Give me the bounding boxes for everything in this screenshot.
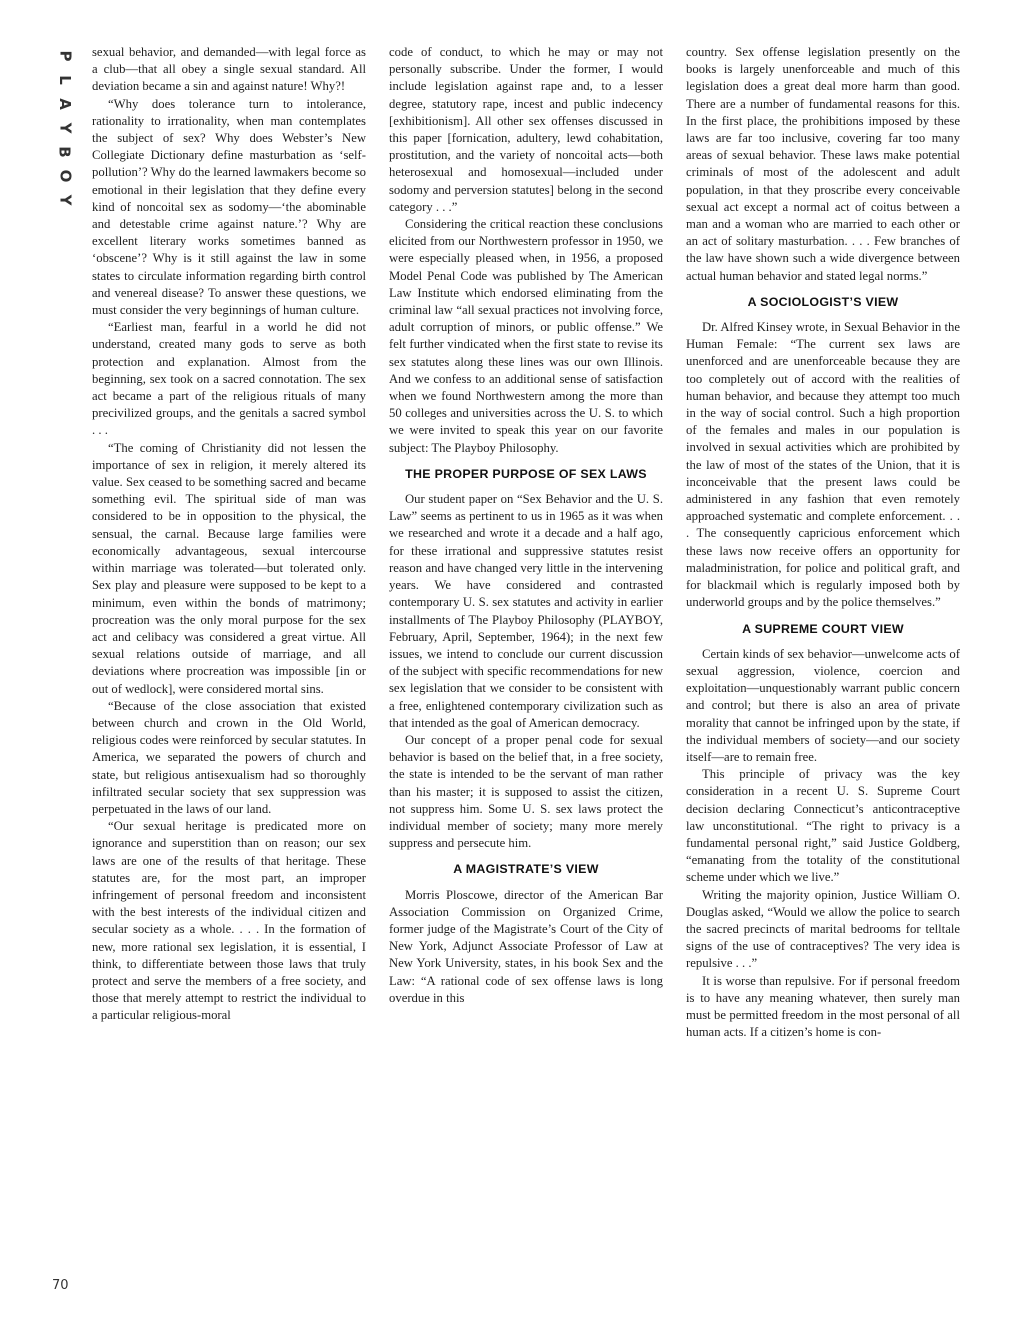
paragraph: sexual behavior, and demanded—with legal force as a club—that all obey a single sexual standard. All deviation became a sin and against nature! Why?!	[92, 45, 366, 94]
paragraph: Writing the majority opinion, Justice William O. Douglas asked, “Would we allow the police to search the sacred precincts of marital bedrooms for telltale signs of the use of contraceptives? The very idea is repulsive . . .”	[686, 887, 960, 971]
paragraph: Certain kinds of sex behavior—unwelcome acts of sexual aggression, violence, coercion and exploitation—unquestionably warrant public concern and control; but there is also an area of private morality that cannot be infringed upon by the state, if the individual members of society—and our society itself—are to remain free.	[686, 646, 960, 764]
running-head-letter: Y	[56, 194, 74, 206]
paragraph: “Because of the close association that existed between church and crown in the Old World, religious codes were reinforced by secular statutes. In America, we separated the powers of church and state, but religious antisexualism had so thoroughly infiltrated secular society that sex suppression was perpetuated in the laws of our land.	[92, 698, 366, 816]
running-head	[52, 44, 78, 212]
paragraph: This principle of privacy was the key consideration in a recent U. S. Supreme Court decision declaring Connecticut’s anticontraceptive law unconstitutional. “The right to privacy is a fundamental personal right,” said Justice Goldberg, “emanating from the totality of the constitutional scheme under which we live.”	[686, 767, 960, 885]
paragraph: Considering the critical reaction these conclusions elicited from our Northwestern professor in 1950, we were especially pleased when, in 1956, a proposed Model Penal Code was published by The American Law Institute which endorsed eliminating from the criminal law “all sexual practices not involving force, adult corruption of minors, or public offense.” We felt further vindicated when the first state to revise its sex statutes along these lines was our own Illinois. And we confess to an additional sense of satisfaction when we found Northwestern among the more than 50 colleges and universities across the U. S. to which we were invited to speak this year on our favorite subject: The Playboy Philosophy.	[389, 217, 663, 455]
paragraph: Our student paper on “Sex Behavior and the U. S. Law” seems as pertinent to us in 1965 as it was when we researched and wrote it a decade and a half ago, for these irrational and suppressive statutes resist reason and have changed very little in the intervening years. We have considered and contrasted contemporary U. S. sex statutes and activity in earlier installments of The Playboy Philosophy (PLAYBOY, February, April, September, 1964); in the next few issues, we intend to conclude our current discussion of the subject with specific recommendations for new sex legislation that we consider to be consistent with a free, enlightened contemporary civilization such as that intended as the goal of American democracy.	[389, 492, 663, 730]
text-column-2	[389, 44, 663, 1007]
page-number: 70	[52, 1278, 69, 1293]
running-head-letter: L	[56, 75, 74, 85]
running-head-letter: B	[56, 146, 74, 158]
running-head-letter: P	[56, 50, 74, 62]
paragraph: It is worse than repulsive. For if personal freedom is to have any meaning whatever, then surely man must be permitted freedom in the most personal of all human acts. If a citizen’s home is con-	[686, 973, 960, 1040]
paragraph: “Why does tolerance turn to intolerance, rationality to irrationality, when man contemplates the subject of sex? Why does Webster’s New Collegiate Dictionary define masturbation as ‘self-pollution’? Why do the learned lawmakers become so emotional in their legislation that they define every kind of noncoital sex as sodomy—‘the abominable and detestable crime against nature.’? Why are excellent literary works sometimes banned as ‘obscene’? Why is it still against the law in some states to circulate information regarding birth control and venereal disease? To answer these questions, we must consider the very beginnings of human culture.	[92, 96, 366, 318]
paragraph: “The coming of Christianity did not lessen the importance of sex in religion, it merely altered its value. Sex ceased to be something sacred and became something evil. The spiritual side of man was considered to be in opposition to the physical, the sensual, the carnal. Because large families were economically advantageous, sexual intercourse within marriage was tolerated—but tolerated only. Sex play and pleasure were supposed to be kept to a minimum, even within the bonds of matrimony; procreation was the only moral purpose for the sex act and celibacy was considered a great virtue. All sexual relations outside of marriage, and all deviations where procreation was impossible [in or out of wedlock], were considered mortal sins.	[92, 440, 366, 696]
running-head-letter: A	[55, 98, 74, 110]
text-column-1	[92, 44, 366, 1025]
running-head-letter: Y	[56, 122, 74, 134]
section-heading: A SUPREME COURT VIEW	[742, 621, 904, 636]
running-head-letter: O	[55, 169, 74, 183]
paragraph: “Earliest man, fearful in a world he did not understand, created many gods to serve as both protection and explanation. Almost from the beginning, sex took on a sacred connotation. The sex act became a part of the religious rituals of many precivilized groups, and the genitals a sacred symbol . . .	[92, 320, 366, 438]
section-heading: A MAGISTRATE’S VIEW	[453, 862, 599, 877]
paragraph: Morris Ploscowe, director of the American Bar Association Commission on Organized Crime, former judge of the Magistrate’s Court of the City of New York, Adjunct Associate Professor of Law at New York University, states, in his book Sex and the Law: “A rational code of sex offense laws is long overdue in this	[389, 887, 663, 1005]
section-heading: A SOCIOLOGIST’S VIEW	[747, 294, 899, 309]
paragraph: code of conduct, to which he may or may not personally subscribe. Under the former, I would include legislation against rape and, to a lesser degree, statutory rape, incest and public indecency [exhibitionism]. All other sex offenses discussed in this paper [fornication, adultery, lewd cohabitation, prostitution, and the variety of noncoital acts—both heterosexual and homosexual—included under sodomy and perversion statutes] belong in the second category . . .”	[389, 45, 663, 214]
text-column-3	[686, 44, 960, 1041]
section-heading: THE PROPER PURPOSE OF SEX LAWS	[405, 466, 647, 481]
paragraph: country. Sex offense legislation presently on the books is largely unenforceable and much of this legislation does a great deal more harm than good. There are a number of fundamental reasons for this. In the first place, the prohibitions imposed by these laws are far too inclusive, covering far too many areas of sexual behavior. These laws make potential criminals of most of the adolescent and adult population, in that they proscribe every conceivable sexual act except a normal act of coitus between a man and a woman who are married to each other or an act of solitary masturbation. . . . Few branches of the law have shown such a wide divergence between actual human behavior and stated legal norms.”	[686, 45, 960, 283]
paragraph: Dr. Alfred Kinsey wrote, in Sexual Behavior in the Human Female: “The current sex laws are unenforced and are unenforceable because they are too completely out of accord with the realities of human behavior, and because they attempt too much in the way of social control. Such a high proportion of the females and males in our population is involved in sexual activities which are prohibited by the law of most of the states of the Union, that it is inconceivable that the present laws could be administered in any fashion that even remotely approached systematic and complete enforcement. . . . The consequently capricious enforcement which these laws now receive offers an opportunity for maladministration, for police and political graft, and for blackmail which is regularly imposed both by underworld groups and by the police themselves.”	[686, 320, 960, 610]
paragraph: “Our sexual heritage is predicated more on ignorance and superstition than on reason; our sex laws are one of the results of that heritage. These statutes are, for the most part, an improper infringement of personal freedom and inconsistent with the best interests of the individual citizen and secular society as a whole. . . . In the formation of new, more rational sex legislation, it is essential, I think, to differentiate between those laws that truly protect and serve the members of a free society, and those that merely attempt to restrict the individual to a particular religious-moral	[92, 819, 366, 1023]
paragraph: Our concept of a proper penal code for sexual behavior is based on the belief that, in a free society, the state is intended to be the servant of man rather than his master; it is supposed to assist the citizen, not suppress him. Some U. S. sex laws protect the individual member of society; many more merely suppress and persecute him.	[389, 732, 663, 851]
